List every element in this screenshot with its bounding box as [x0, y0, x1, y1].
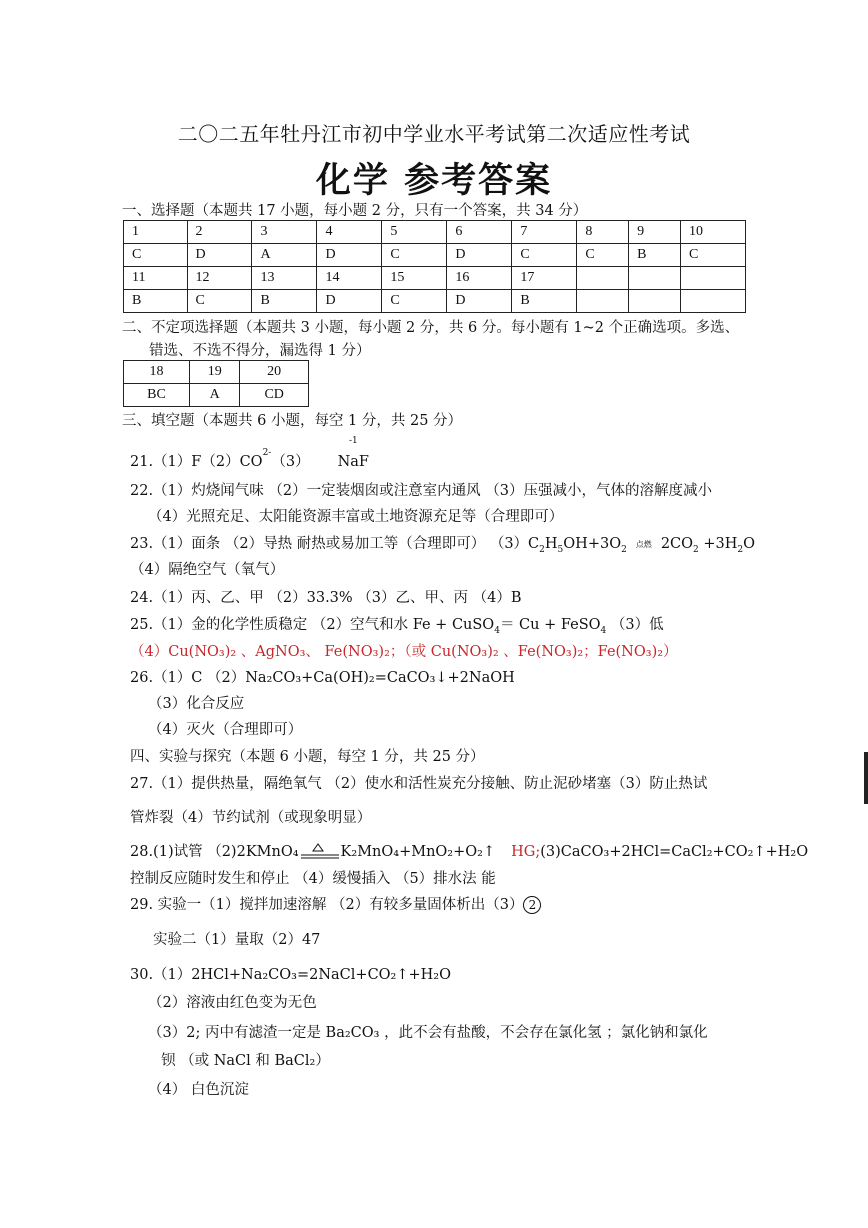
document-subtitle: 化学 参考答案 — [315, 160, 553, 201]
mc-table-cell: 10 — [680, 221, 745, 244]
mc-table-cell: 9 — [629, 221, 681, 244]
q25-line2: （4）Cu(NO₃)₂ 、AgNO₃、 Fe(NO₃)₂；（或 Cu(NO₃)₂ 、Fe(NO₃)₂；Fe(NO₃)₂） — [130, 644, 678, 660]
q28-line1: 28.(1)试管 （2)2KMnO₄ K₂MnO₄+MnO₂+O₂↑ HG;(3)CaCO₃+2HCl=CaCl₂+CO₂↑+H₂O — [130, 840, 808, 861]
heating-condition-arrow — [299, 843, 341, 861]
q22-line2: （4）光照充足、太阳能资源丰富或土地资源充足等（合理即可） — [148, 509, 564, 525]
section4-heading: 四、实验与探究（本题 6 小题，每空 1 分，共 25 分） — [130, 749, 485, 765]
naf-oxidation-state: -1 — [349, 436, 358, 446]
mc-table-cell: B — [252, 290, 317, 313]
q30-line3: （3）2; 丙中有滤渣一定是 Ba₂CO₃ ，此不会有盐酸，不会存在氯化氢 ；氯化钠和氯化 — [148, 1025, 708, 1041]
mc-table-cell: C — [512, 244, 577, 267]
mc-table-cell — [680, 290, 745, 313]
mc-table-cell: B — [629, 244, 681, 267]
q23-line2: （4）隔绝空气（氧气） — [130, 562, 285, 578]
q27-line1: 27.（1）提供热量，隔绝氧气 （2）使水和活性炭充分接触、防止泥砂堵塞（3）防止热试 — [130, 776, 708, 792]
mc-table-cell: 12 — [187, 267, 252, 290]
q22-line1: 22.（1）灼烧闻气味 （2）一定装烟囱或注意室内通风 （3）压强减小，气体的溶解度减小 — [130, 483, 712, 499]
mc-table-cell: 11 — [124, 267, 188, 290]
q21-answer: $21.(1)F(2)CO^{2-}(3)$ NaF — [130, 448, 369, 470]
mc-table-cell — [629, 267, 681, 290]
mc-table-cell: 4 — [317, 221, 382, 244]
q28-line2: 控制反应随时发生和停止 （4）缓慢插入 （5）排水法 能 — [130, 871, 496, 887]
mc-table-cell: A — [252, 244, 317, 267]
mc-table-cell: D — [447, 290, 512, 313]
mc-table-cell: 15 — [382, 267, 447, 290]
mc-table-cell: C — [382, 244, 447, 267]
q30-line2: （2）溶液由红色变为无色 — [148, 995, 317, 1011]
mc-table-row — [124, 221, 746, 244]
mc-table-cell — [577, 290, 629, 313]
q30-line4: 钡 （或 NaCl 和 BaCl₂） — [161, 1053, 330, 1069]
mc-table-cell: C — [382, 290, 447, 313]
q29-line2: 实验二（1）量取（2）47 — [153, 932, 321, 948]
q29-line1: 29. 实验一（1）搅拌加速溶解 （2）有较多量固体析出（3） 2 — [130, 893, 541, 914]
q26-line1: 26.（1）C （2）Na₂CO₃+Ca(OH)₂=CaCO₃↓+2NaOH — [130, 670, 515, 686]
mc-table-cell: 1 — [124, 221, 188, 244]
mc-table-row — [124, 244, 746, 267]
mc-table-cell: 3 — [252, 221, 317, 244]
mc-table-row — [124, 267, 746, 290]
section3-heading: 三、填空题（本题共 6 小题，每空 1 分，共 25 分） — [122, 413, 463, 429]
section2-heading-line1: 二、不定项选择题（本题共 3 小题，每小题 2 分，共 6 分。每小题有 1~2 个正确选项。多选、 — [122, 320, 740, 336]
section1-heading: 一、选择题（本题共 17 小题，每小题 2 分，只有一个答案，共 34 分） — [122, 203, 588, 219]
mc-table-cell: D — [187, 244, 252, 267]
indef-table-row — [124, 384, 309, 407]
mc-table-cell: 13 — [252, 267, 317, 290]
q23-line1: 23.（1）面条 （2）导热 耐热或易加工等（合理即可） $(3)C_2H_5OH+3O_2$ 点燃 $2CO_2 +3H_2O$ — [130, 536, 756, 555]
q27-line2: 管炸裂（4）节约试剂（或现象明显） — [130, 810, 372, 826]
mc-table-cell: B — [124, 290, 188, 313]
mc-table-cell: C — [187, 290, 252, 313]
mc-table-cell: C — [680, 244, 745, 267]
indef-table-cell: A — [190, 384, 240, 407]
exam-title: 二〇二五年牡丹江市初中学业水平考试第二次适应性考试 — [177, 122, 691, 146]
mc-table-cell: 6 — [447, 221, 512, 244]
q25-line1: 25.（1）金的化学性质稳定 （2）空气和水 Fe + CuSO$_4$＝ Cu + FeSO$_4$ （3）低 — [130, 617, 664, 636]
mc-table-cell: 14 — [317, 267, 382, 290]
mc-table-row — [124, 290, 746, 313]
q26-line2: （3）化合反应 — [148, 696, 245, 712]
multiple-choice-table — [123, 220, 746, 313]
indefinite-choice-table — [123, 360, 309, 407]
q24-answer: 24.（1）丙、乙、甲 （2）33.3% （3）乙、甲、丙 （4）B — [130, 590, 522, 606]
mc-table-cell: 7 — [512, 221, 577, 244]
mc-table-cell — [629, 290, 681, 313]
indef-table-cell: CD — [240, 384, 309, 407]
circled-number: 2 — [523, 896, 541, 914]
scan-edge-mark — [864, 752, 868, 804]
indef-table-row — [124, 361, 309, 384]
q30-line1: 30.（1）2HCl+Na₂CO₃=2NaCl+CO₂↑+H₂O — [130, 967, 452, 983]
mc-table-cell: C — [124, 244, 188, 267]
indef-table-cell: 19 — [190, 361, 240, 384]
mc-table-cell: 2 — [187, 221, 252, 244]
mc-table-cell: D — [317, 290, 382, 313]
mc-table-cell: D — [317, 244, 382, 267]
mc-table-cell: 16 — [447, 267, 512, 290]
mc-table-cell — [577, 267, 629, 290]
indef-table-cell: 18 — [124, 361, 190, 384]
mc-table-cell: D — [447, 244, 512, 267]
section2-heading-line2: 错选、不选不得分，漏选得 1 分） — [149, 343, 371, 359]
mc-table-cell: 8 — [577, 221, 629, 244]
indef-table-cell: BC — [124, 384, 190, 407]
q30-line5: （4） 白色沉淀 — [148, 1082, 249, 1098]
mc-table-cell: 5 — [382, 221, 447, 244]
q26-line3: （4）灭火（合理即可） — [148, 722, 303, 738]
indef-table-cell: 20 — [240, 361, 309, 384]
mc-table-cell: 17 — [512, 267, 577, 290]
mc-table-cell: C — [577, 244, 629, 267]
mc-table-cell: B — [512, 290, 577, 313]
mc-table-cell — [680, 267, 745, 290]
